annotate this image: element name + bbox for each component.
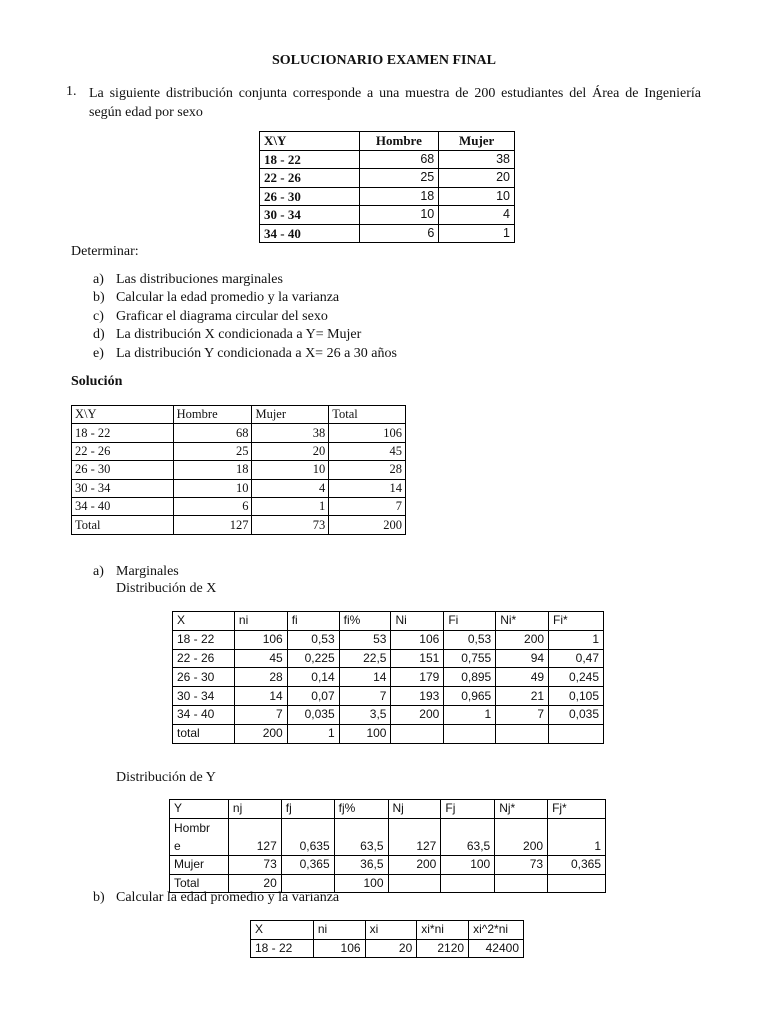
table-cell: 45 (329, 442, 406, 460)
table-cell (444, 724, 496, 743)
table-cell: 28 (234, 668, 287, 687)
row-label (170, 818, 229, 855)
row-label: 26 - 30 (173, 668, 235, 687)
table-cell: 10 (252, 461, 329, 479)
header-cell: ni (234, 612, 287, 631)
table-cell: 38 (439, 150, 515, 169)
table-cell: 7 (329, 497, 406, 515)
header-cell: Fi (444, 612, 496, 631)
table-cell: 0,035 (287, 705, 339, 724)
table-cell (549, 724, 604, 743)
header-cell: fi (287, 612, 339, 631)
table-cell: 68 (359, 150, 439, 169)
solution-heading: Solución (71, 374, 123, 389)
list-item-text: Graficar el diagrama circular del sexo (116, 308, 328, 324)
row-label: 22 - 26 (173, 649, 235, 668)
table-cell: 2120 (417, 939, 469, 958)
table-cell: 127 (173, 516, 252, 534)
header-cell: xi (365, 921, 417, 940)
row-label: 30 - 34 (72, 479, 174, 497)
table-row (72, 424, 406, 442)
row-label: 26 - 30 (260, 187, 360, 206)
header-cell: Fi* (549, 612, 604, 631)
header-cell: X (251, 921, 314, 940)
table-cell: 1 (252, 497, 329, 515)
table-cell: 0,225 (287, 649, 339, 668)
table-row (260, 150, 515, 169)
row-label: 30 - 34 (260, 206, 360, 225)
solution-table (71, 405, 406, 535)
header-cell: X\Y (260, 132, 360, 151)
header-cell: Ni (391, 612, 444, 631)
determinar-heading: Determinar: (71, 244, 139, 259)
header-cell: xi*ni (417, 921, 469, 940)
table-cell: 3,5 (339, 705, 391, 724)
table-cell: 68 (173, 424, 252, 442)
header-cell: ni (313, 921, 365, 940)
distribution-y-table (169, 799, 606, 893)
list-marker: b) (93, 890, 105, 905)
header-cell: Ni* (496, 612, 549, 631)
header-cell: fj (281, 800, 334, 819)
table-cell: 10 (439, 187, 515, 206)
row-label: 22 - 26 (260, 169, 360, 188)
row-label: Mujer (170, 855, 229, 874)
table-header-row (72, 406, 406, 424)
table-cell: 200 (391, 705, 444, 724)
table-cell: 38 (252, 424, 329, 442)
header-cell: fi% (339, 612, 391, 631)
table-cell: 14 (339, 668, 391, 687)
section-title: Marginales (116, 564, 179, 579)
table-cell: 18 (359, 187, 439, 206)
table-cell (495, 874, 548, 893)
table-cell (391, 724, 444, 743)
table-cell: 0,53 (444, 630, 496, 649)
row-label: 18 - 22 (173, 630, 235, 649)
table-row (260, 224, 515, 243)
row-label: 18 - 22 (251, 939, 314, 958)
list-marker: b) (93, 290, 105, 306)
list-marker: c) (93, 308, 104, 324)
table-cell: 1 (287, 724, 339, 743)
row-label: Total (170, 874, 229, 893)
table-cell: 179 (391, 668, 444, 687)
table-cell: 127 (228, 818, 281, 855)
table-cell: 0,245 (549, 668, 604, 687)
section-a-heading (93, 563, 179, 581)
table-row (72, 461, 406, 479)
table-cell: 0,635 (281, 818, 334, 855)
list-item (93, 271, 397, 289)
row-label: Total (72, 516, 174, 534)
section-title: Calcular la edad promedio y la varianza (116, 890, 340, 905)
table-cell: 1 (439, 224, 515, 243)
table-cell: 6 (359, 224, 439, 243)
list-item-text: La distribución X condicionada a Y= Mujer (116, 327, 362, 343)
row-label: 34 - 40 (173, 705, 235, 724)
list-item (93, 289, 397, 307)
row-label-line: Hombr (174, 820, 211, 835)
table-cell: 200 (329, 516, 406, 534)
table-cell: 42400 (469, 939, 524, 958)
header-cell: nj (228, 800, 281, 819)
distribution-y-label: Distribución de Y (116, 770, 216, 785)
table-cell: 28 (329, 461, 406, 479)
table-cell: 0,965 (444, 687, 496, 706)
table-cell: 1 (444, 705, 496, 724)
list-item-text: Calcular la edad promedio y la varianza (116, 290, 340, 306)
row-label: 34 - 40 (72, 497, 174, 515)
table-cell: 200 (496, 630, 549, 649)
row-label-line: e (174, 838, 181, 853)
task-list (93, 271, 397, 363)
list-item (93, 345, 397, 363)
header-cell: Mujer (252, 406, 329, 424)
table-cell (441, 874, 495, 893)
table-row (173, 668, 604, 687)
table-row (173, 649, 604, 668)
table-cell: 10 (173, 479, 252, 497)
table-cell: 7 (234, 705, 287, 724)
table-cell: 100 (339, 724, 391, 743)
distribution-x-table (172, 611, 604, 744)
table-header-row (170, 800, 606, 819)
joint-distribution-table (259, 131, 515, 243)
header-cell: fj% (334, 800, 388, 819)
table-cell: 73 (228, 855, 281, 874)
table-cell: 0,365 (548, 855, 606, 874)
row-label: 26 - 30 (72, 461, 174, 479)
header-cell: Mujer (439, 132, 515, 151)
table-cell: 21 (496, 687, 549, 706)
list-item-text: La distribución Y condicionada a X= 26 a 30 años (116, 345, 397, 361)
table-row (173, 630, 604, 649)
list-marker: d) (93, 327, 105, 343)
table-row (173, 687, 604, 706)
table-cell: 18 (173, 461, 252, 479)
header-cell: Nj (388, 800, 441, 819)
table-header-row (251, 921, 524, 940)
table-cell: 200 (388, 855, 441, 874)
table-cell: 53 (339, 630, 391, 649)
table-row (72, 516, 406, 534)
row-label: total (173, 724, 235, 743)
row-label: 18 - 22 (72, 424, 174, 442)
table-cell: 100 (334, 874, 388, 893)
table-cell: 0,07 (287, 687, 339, 706)
list-item-text: Las distribuciones marginales (116, 272, 283, 287)
table-cell: 7 (339, 687, 391, 706)
mean-variance-table (250, 920, 524, 958)
table-cell: 0,47 (549, 649, 604, 668)
table-row (173, 705, 604, 724)
table-cell: 6 (173, 497, 252, 515)
table-cell: 73 (495, 855, 548, 874)
table-cell (496, 724, 549, 743)
table-row (173, 724, 604, 743)
table-row (170, 818, 606, 855)
table-row (260, 206, 515, 225)
table-cell: 20 (252, 442, 329, 460)
table-cell: 193 (391, 687, 444, 706)
table-cell: 63,5 (334, 818, 388, 855)
table-cell: 20 (439, 169, 515, 188)
table-cell: 0,035 (549, 705, 604, 724)
table-cell: 127 (388, 818, 441, 855)
table-cell: 63,5 (441, 818, 495, 855)
table-cell: 106 (234, 630, 287, 649)
table-cell: 1 (549, 630, 604, 649)
header-cell: X (173, 612, 235, 631)
header-cell: xi^2*ni (469, 921, 524, 940)
table-row (170, 855, 606, 874)
table-cell: 106 (313, 939, 365, 958)
table-cell: 25 (359, 169, 439, 188)
table-cell: 20 (228, 874, 281, 893)
table-row (72, 442, 406, 460)
distribution-x-label: Distribución de X (116, 581, 217, 596)
table-cell (388, 874, 441, 893)
row-label: 18 - 22 (260, 150, 360, 169)
header-cell: Total (329, 406, 406, 424)
list-item (93, 326, 397, 344)
question-number: 1. (66, 84, 77, 99)
row-label: 34 - 40 (260, 224, 360, 243)
table-row (72, 497, 406, 515)
table-cell: 36,5 (334, 855, 388, 874)
table-cell: 45 (234, 649, 287, 668)
table-cell: 0,105 (549, 687, 604, 706)
table-cell: 20 (365, 939, 417, 958)
table-cell: 0,755 (444, 649, 496, 668)
table-cell: 0,14 (287, 668, 339, 687)
question-text: La siguiente distribución conjunta corresponde a una muestra de 200 estudiantes del Área de Ingeniería según edad por sexo (89, 86, 701, 120)
document-title: SOLUCIONARIO EXAMEN FINAL (271, 53, 497, 68)
table-cell: 100 (441, 855, 495, 874)
table-cell: 49 (496, 668, 549, 687)
table-header-row (173, 612, 604, 631)
table-cell: 4 (439, 206, 515, 225)
list-marker: a) (93, 272, 104, 287)
table-cell: 0,53 (287, 630, 339, 649)
table-cell: 0,365 (281, 855, 334, 874)
header-cell: Hombre (359, 132, 439, 151)
table-header-row (260, 132, 515, 151)
table-row (260, 187, 515, 206)
header-cell: Fj* (548, 800, 606, 819)
table-row (260, 169, 515, 188)
header-cell: X\Y (72, 406, 174, 424)
header-cell: Y (170, 800, 229, 819)
table-cell: 200 (234, 724, 287, 743)
table-cell: 7 (496, 705, 549, 724)
list-marker: a) (93, 564, 104, 579)
table-cell: 14 (234, 687, 287, 706)
table-cell (548, 874, 606, 893)
table-cell: 200 (495, 818, 548, 855)
row-label: 30 - 34 (173, 687, 235, 706)
list-item (93, 308, 397, 326)
table-cell: 14 (329, 479, 406, 497)
row-label: 22 - 26 (72, 442, 174, 460)
header-cell: Hombre (173, 406, 252, 424)
table-row (72, 479, 406, 497)
table-cell: 1 (548, 818, 606, 855)
header-cell: Fj (441, 800, 495, 819)
header-cell: Nj* (495, 800, 548, 819)
table-cell: 106 (329, 424, 406, 442)
table-row (251, 939, 524, 958)
table-cell: 22,5 (339, 649, 391, 668)
table-cell: 25 (173, 442, 252, 460)
table-cell: 73 (252, 516, 329, 534)
list-marker: e) (93, 345, 104, 361)
section-b-heading (93, 890, 339, 906)
table-cell: 106 (391, 630, 444, 649)
table-cell: 151 (391, 649, 444, 668)
table-cell: 94 (496, 649, 549, 668)
table-cell: 4 (252, 479, 329, 497)
table-cell: 0,895 (444, 668, 496, 687)
table-cell: 10 (359, 206, 439, 225)
